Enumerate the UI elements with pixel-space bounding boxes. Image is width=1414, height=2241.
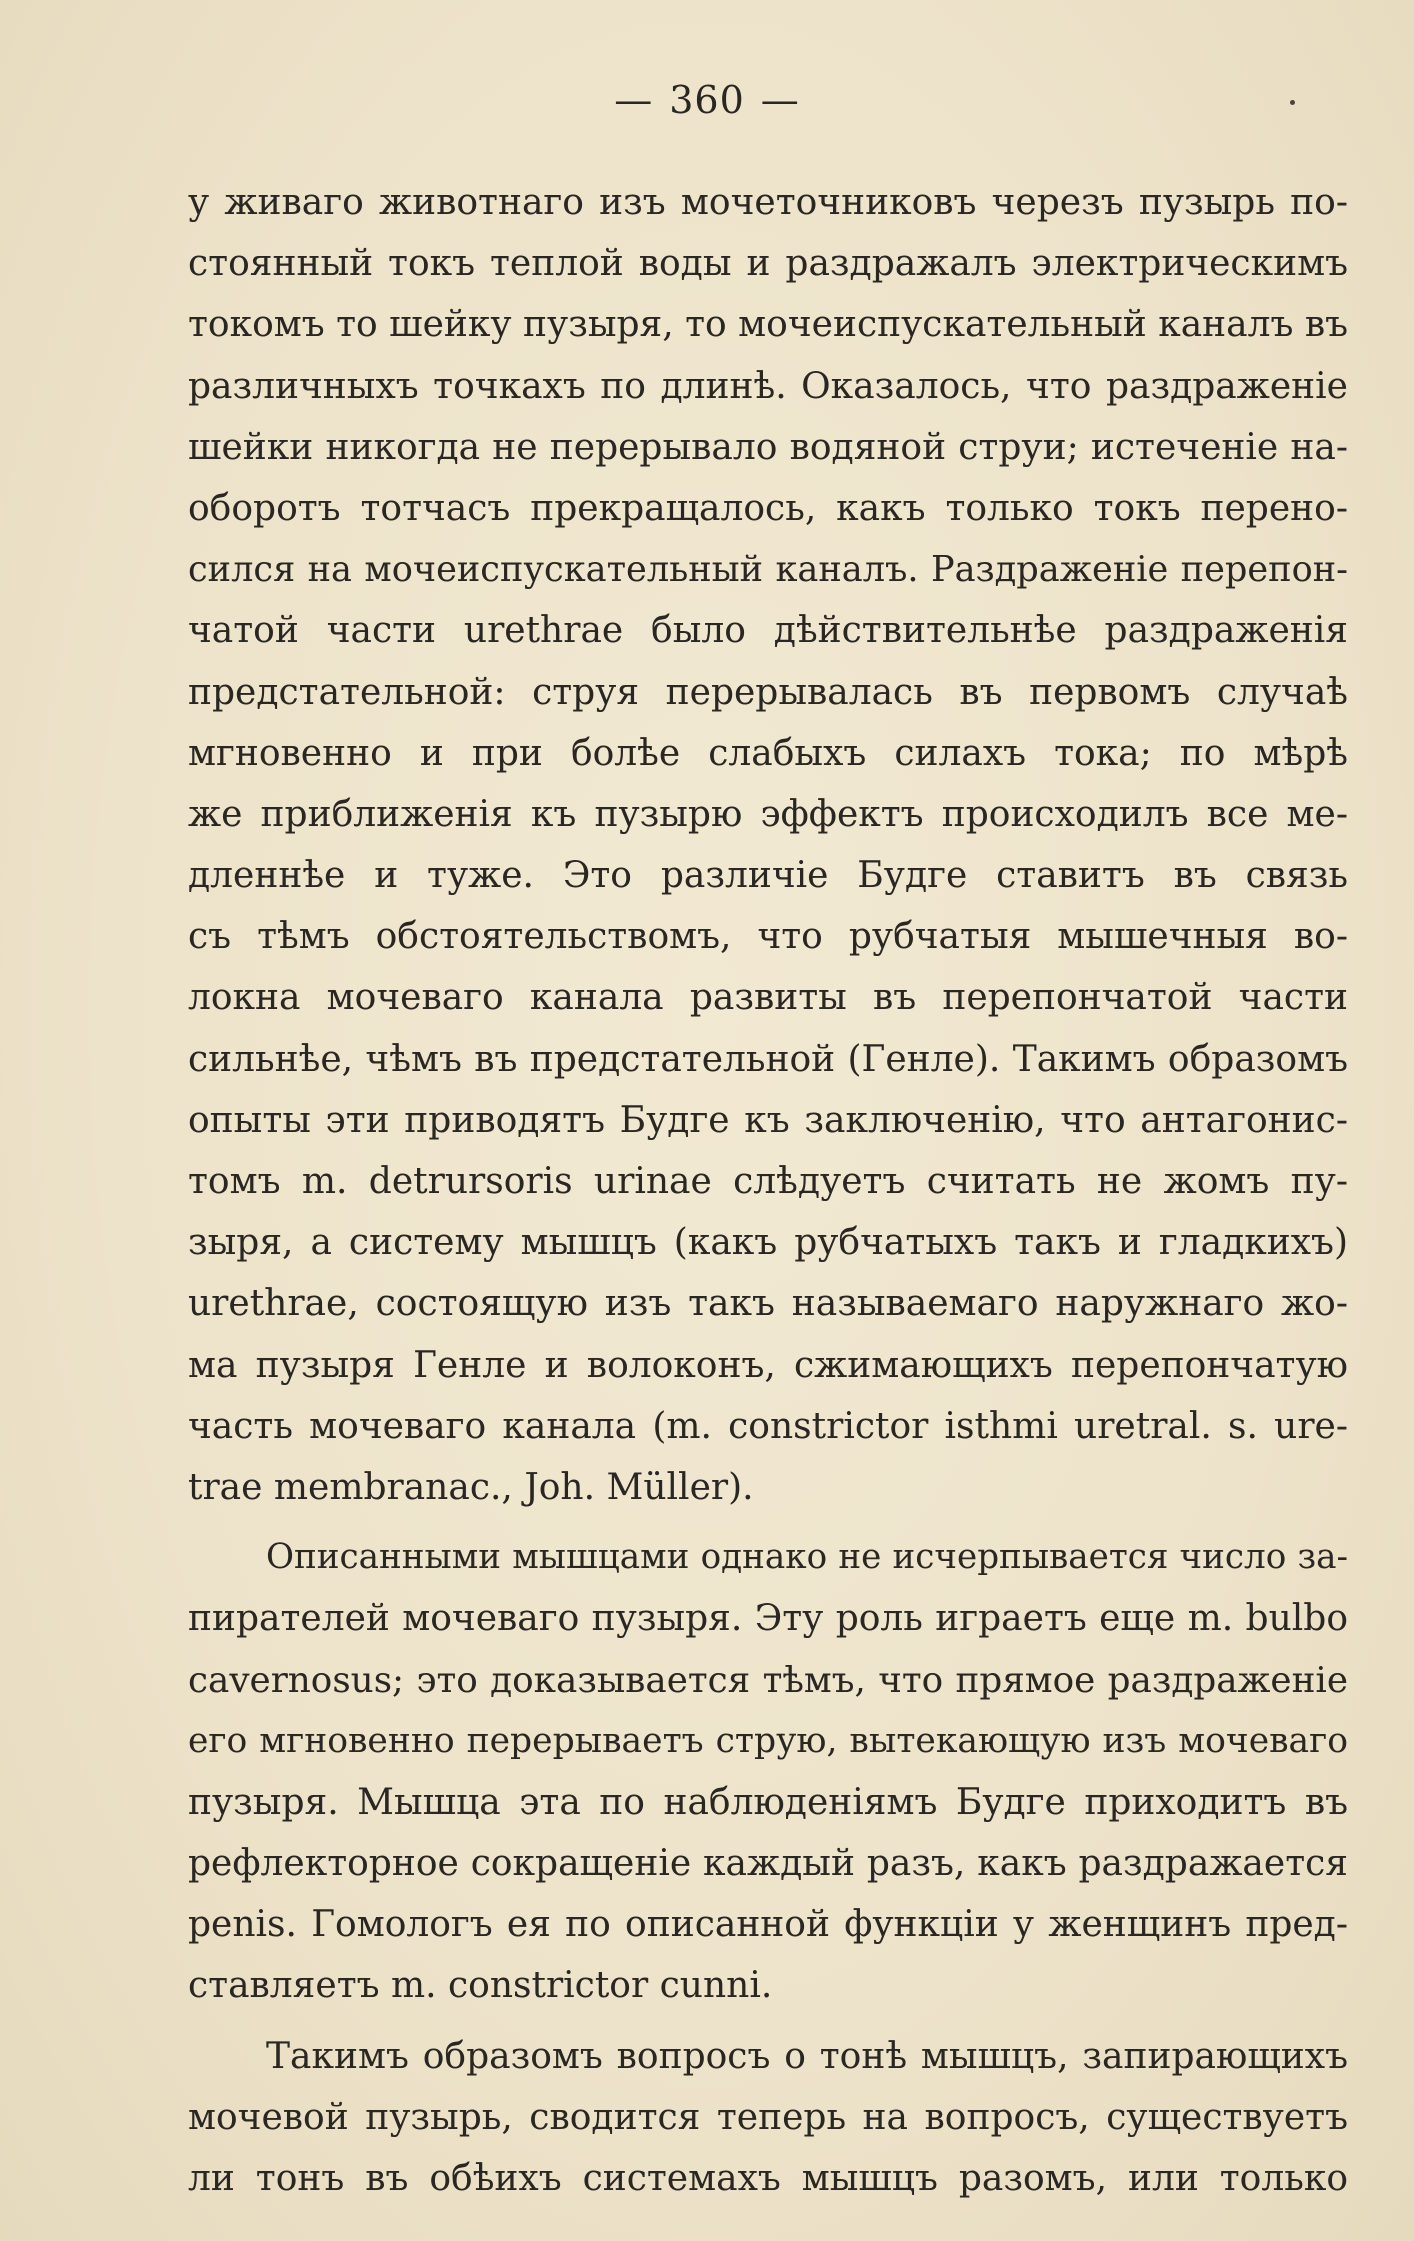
text-line: penis. Гомологъ ея по описанной функціи у женщинъ пред-: [188, 1904, 1348, 1946]
ink-speck: [1290, 100, 1295, 105]
paragraph-1: [188, 172, 1348, 1518]
text-line: оборотъ тотчасъ прекращалось, какъ только токъ перено-: [188, 487, 1348, 529]
text-line: cavernosus; это доказывается тѣмъ, что прямое раздраженіе: [188, 1659, 1348, 1701]
text-line: мгновенно и при болѣе слабыхъ силахъ тока; по мѣрѣ: [188, 732, 1348, 774]
text-line: сильнѣе, чѣмъ въ предстательной (Генле). Такимъ образомъ: [188, 1038, 1348, 1080]
text-line: trae membranac., Joh. Müller).: [188, 1466, 754, 1508]
header-dash-right: —: [760, 78, 800, 122]
text-line: рефлекторное сокращеніе каждый разъ, какъ раздражается: [188, 1843, 1348, 1885]
text-line: ма пузыря Генле и волоконъ, сжимающихъ перепончатую: [188, 1344, 1348, 1386]
text-line: часть мочеваго канала (m. constrictor isthmi uretral. s. ure-: [188, 1405, 1348, 1447]
text-line: чатой части urethrae было дѣйствительнѣе раздраженія: [188, 610, 1348, 652]
text-line: дленнѣе и туже. Это различіе Будге ставитъ въ связь: [188, 855, 1348, 897]
text-line: у живаго животнаго изъ мочеточниковъ черезъ пузырь по-: [188, 182, 1348, 223]
text-line: Такимъ образомъ вопросъ о тонѣ мышцъ, запирающихъ: [266, 2035, 1348, 2077]
text-line: локна мочеваго канала развиты въ перепончатой части: [188, 977, 1348, 1019]
text-line: стоянный токъ теплой воды и раздражалъ электрическимъ: [188, 243, 1348, 285]
text-line: Описанными мышцами однако не исчерпывается число за-: [266, 1537, 1348, 1578]
text-line: опыты эти приводятъ Будге къ заключенію, что антагонис-: [188, 1099, 1348, 1141]
text-line: съ тѣмъ обстоятельствомъ, что рубчатыя мышечныя во-: [188, 916, 1348, 958]
text-line: же приближенія къ пузырю эффектъ происходилъ все ме-: [188, 793, 1348, 835]
paragraph-gap: [188, 1518, 1348, 1527]
text-line: ставляетъ m. constrictor cunni.: [188, 1965, 773, 2007]
page-header: [0, 78, 1414, 122]
paragraph-3: [188, 2026, 1348, 2210]
text-line: токомъ то шейку пузыря, то мочеиспускательный каналъ въ: [188, 304, 1348, 346]
page-number: 360: [669, 78, 745, 122]
text-line: различныхъ точкахъ по длинѣ. Оказалось, что раздраженіе: [188, 365, 1348, 407]
text-line: томъ m. detrursoris urinae слѣдуетъ считать не жомъ пу-: [188, 1161, 1348, 1202]
text-line: его мгновенно перерываетъ струю, вытекающую изъ мочеваго: [188, 1720, 1348, 1761]
text-line: зыря, а систему мышцъ (какъ рубчатыхъ такъ и гладкихъ): [188, 1222, 1348, 1264]
text-line: пирателей мочеваго пузыря. Эту роль играетъ еще m. bulbo: [188, 1598, 1348, 1640]
text-line: предстательной: струя перерывалась въ первомъ случаѣ: [188, 671, 1348, 713]
text-line: urethrae, состоящую изъ такъ называемаго наружнаго жо-: [188, 1283, 1348, 1325]
text-line: ли тонъ въ обѣихъ системахъ мышцъ разомъ, или только: [188, 2158, 1348, 2199]
text-line: пузыря. Мышца эта по наблюденіямъ Будге приходитъ въ: [188, 1781, 1348, 1823]
header-dash-left: —: [614, 78, 654, 122]
body-text: [188, 172, 1348, 2209]
text-line: шейки никогда не перерывало водяной струи; истеченіе на-: [188, 426, 1348, 468]
text-line: сился на мочеиспускательный каналъ. Раздраженіе перепон-: [188, 549, 1348, 591]
text-line: мочевой пузырь, сводится теперь на вопросъ, существуетъ: [188, 2096, 1348, 2138]
paragraph-gap: [188, 2017, 1348, 2026]
paragraph-2: [188, 1527, 1348, 2017]
